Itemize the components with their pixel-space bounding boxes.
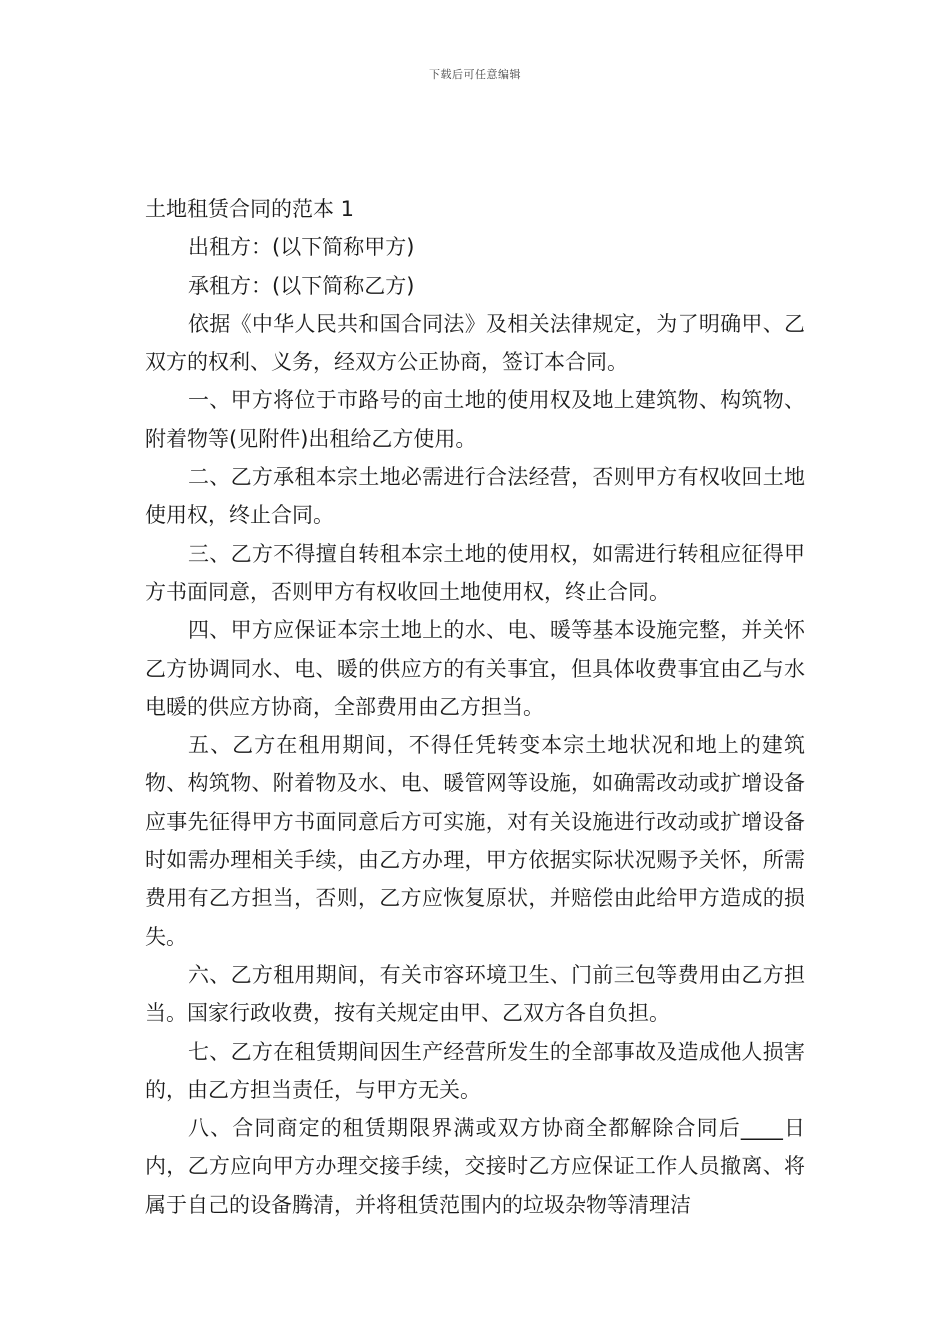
clause-1: 一、甲方将位于市路号的亩土地的使用权及地上建筑物、构筑物、附着物等(见附件)出租给乙方使用。 — [145, 388, 805, 451]
clause-2: 二、乙方承租本宗土地必需进行合法经营，否则甲方有权收回土地使用权，终止合同。 — [145, 465, 805, 528]
contract-body — [145, 190, 805, 1224]
page-header-note: 下载后可任意编辑 — [429, 68, 521, 81]
clause-8: 八、合同商定的租赁期限界满或双方协商全都解除合同后____日内，乙方应向甲方办理交接手续，交接时乙方应保证工作人员撤离、将属于自己的设备腾清，并将租赁范围内的垃圾杂物等清理洁 — [145, 1116, 805, 1217]
clause-4: 四、甲方应保证本宗土地上的水、电、暖等基本设施完整，并关怀乙方协调同水、电、暖的供应方的有关事宜，但具体收费事宜由乙与水电暖的供应方协商，全部费用由乙方担当。 — [145, 618, 805, 719]
lessee-line: 承租方：(以下简称乙方) — [188, 273, 415, 298]
clause-6: 六、乙方租用期间，有关市容环境卫生、门前三包等费用由乙方担当。国家行政收费，按有关规定由甲、乙双方各自负担。 — [145, 962, 805, 1026]
document-title: 土地租赁合同的范本 1 — [145, 197, 355, 221]
clause-5: 五、乙方在租用期间，不得任凭转变本宗土地状况和地上的建筑物、构筑物、附着物及水、电、暖管网等设施，如确需改动或扩增设备应事先征得甲方书面同意后方可实施，对有关设施进行改动或扩增设备时如需办理相关手续，由乙方办理，甲方依据实际状况赐予关怀，所需费用有乙方担当，否则，乙方应恢复原状，并赔偿由此给甲方造成的损失。 — [145, 733, 805, 949]
lessor-line: 出租方：(以下简称甲方) — [188, 235, 415, 260]
clause-7: 七、乙方在租赁期间因生产经营所发生的全部事故及造成他人损害的，由乙方担当责任，与甲方无关。 — [145, 1039, 805, 1102]
intro-paragraph: 依据《中华人民共和国合同法》及相关法律规定，为了明确甲、乙双方的权利、义务，经双方公正协商，签订本合同。 — [145, 311, 805, 375]
clause-3: 三、乙方不得擅自转租本宗土地的使用权，如需进行转租应征得甲方书面同意，否则甲方有权收回土地使用权，终止合同。 — [145, 541, 805, 604]
